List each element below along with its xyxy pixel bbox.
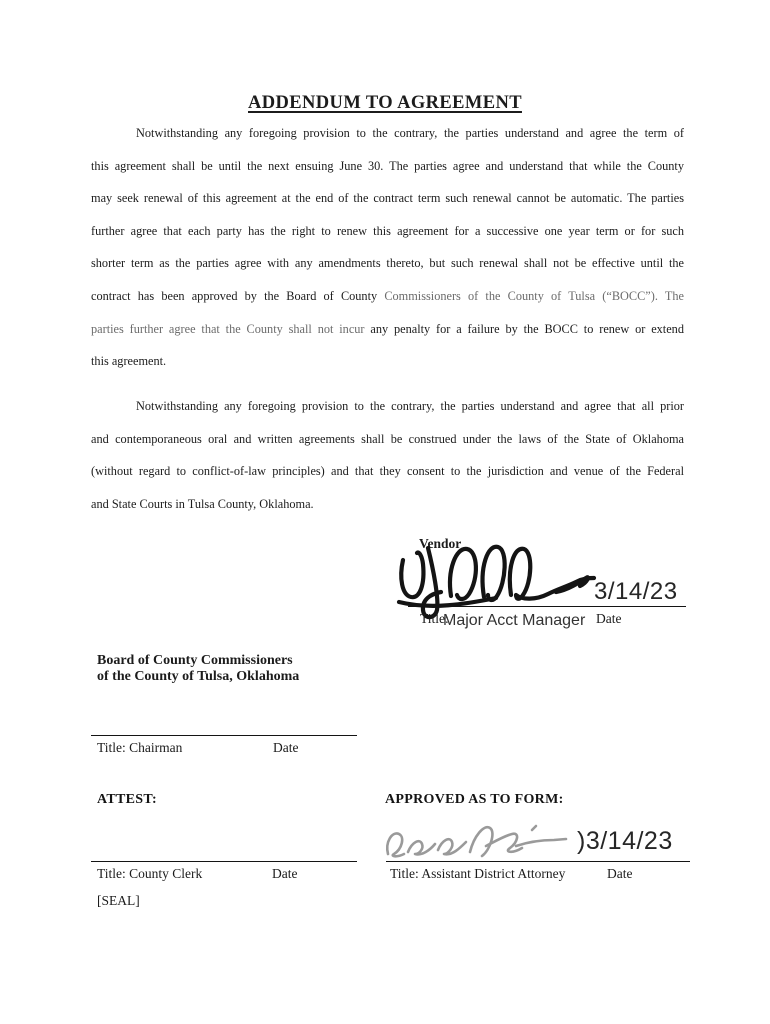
- bocc-name: [97, 653, 299, 684]
- paragraph-line: contract has been approved by the Board of County Commissioners of the County of Tulsa (“BOCC”). The: [91, 288, 684, 303]
- vendor-title-label: Title:: [420, 611, 449, 626]
- paragraph-line: Notwithstanding any foregoing provision to the contrary, the parties understand and agree that all prior: [136, 399, 684, 413]
- paragraph-line: this agreement.: [91, 354, 167, 369]
- vendor-signature-line: [408, 606, 686, 607]
- paragraph-line: may seek renewal of this agreement at the end of the contract term such renewal cannot be automatic. The parties: [91, 191, 684, 206]
- chairman-signature-line: [91, 735, 357, 736]
- county-clerk-date-label: Date: [272, 866, 298, 881]
- paragraph-governing-law: [91, 390, 684, 520]
- bocc-name-line2: of the County of Tulsa, Oklahoma: [97, 668, 300, 684]
- attorney-signature-field[interactable]: [382, 816, 572, 864]
- document-title: ADDENDUM TO AGREEMENT: [248, 93, 522, 113]
- attorney-signature-line: [386, 861, 690, 862]
- bocc-name-line1: Board of County Commissioners: [97, 653, 293, 668]
- paragraph-renewal-terms: [91, 117, 684, 378]
- paragraph-line: parties further agree that the County shall not incur any penalty for a failure by the BOCC to renew or extend: [91, 321, 684, 336]
- vendor-date-field[interactable]: 3/14/23: [594, 578, 678, 605]
- paragraph-line: and State Courts in Tulsa County, Oklahoma.: [91, 496, 314, 511]
- paragraph-line: shorter term as the parties agree with any amendments thereto, but such renewal shall not be effective until the: [91, 256, 684, 271]
- faded-scan-text: Commissioners of the County of Tulsa (“BOCC”). The: [384, 288, 684, 303]
- attest-heading: ATTEST:: [97, 792, 157, 807]
- paragraph-line: (without regard to conflict-of-law principles) and that they consent to the jurisdiction and venue of the Federal: [91, 464, 684, 479]
- paragraph-line: further agree that each party has the right to renew this agreement for a successive one year term or for such: [91, 223, 684, 238]
- paragraph-line: Notwithstanding any foregoing provision to the contrary, the parties understand and agree the term of: [136, 126, 684, 140]
- attorney-date-field[interactable]: )3/14/23: [577, 827, 673, 855]
- vendor-date-label: Date: [596, 611, 622, 626]
- county-clerk-title-label: Title: County Clerk: [97, 866, 203, 881]
- paragraph-line: and contemporaneous oral and written agreements shall be construed under the laws of the State of Oklahoma: [91, 431, 684, 446]
- attorney-date-label: Date: [607, 866, 633, 881]
- chairman-title-label: Title: Chairman: [97, 740, 183, 755]
- approved-heading: APPROVED AS TO FORM:: [385, 792, 564, 807]
- county-clerk-signature-line: [91, 861, 357, 862]
- vendor-label: Vendor: [419, 536, 462, 551]
- vendor-signature-field[interactable]: [396, 540, 598, 620]
- faded-scan-text: parties further agree that the County shall not incur: [91, 321, 371, 336]
- vendor-signature-icon: [396, 540, 598, 620]
- attorney-title-label: Title: Assistant District Attorney: [390, 866, 566, 881]
- chairman-date-label: Date: [273, 740, 299, 755]
- attorney-signature-icon: [382, 816, 572, 864]
- seal-placeholder: [SEAL]: [97, 893, 140, 908]
- vendor-title-field[interactable]: Major Acct Manager: [443, 612, 586, 629]
- paragraph-line: this agreement shall be until the next ensuing June 30. The parties agree and understand that while the County: [91, 158, 684, 173]
